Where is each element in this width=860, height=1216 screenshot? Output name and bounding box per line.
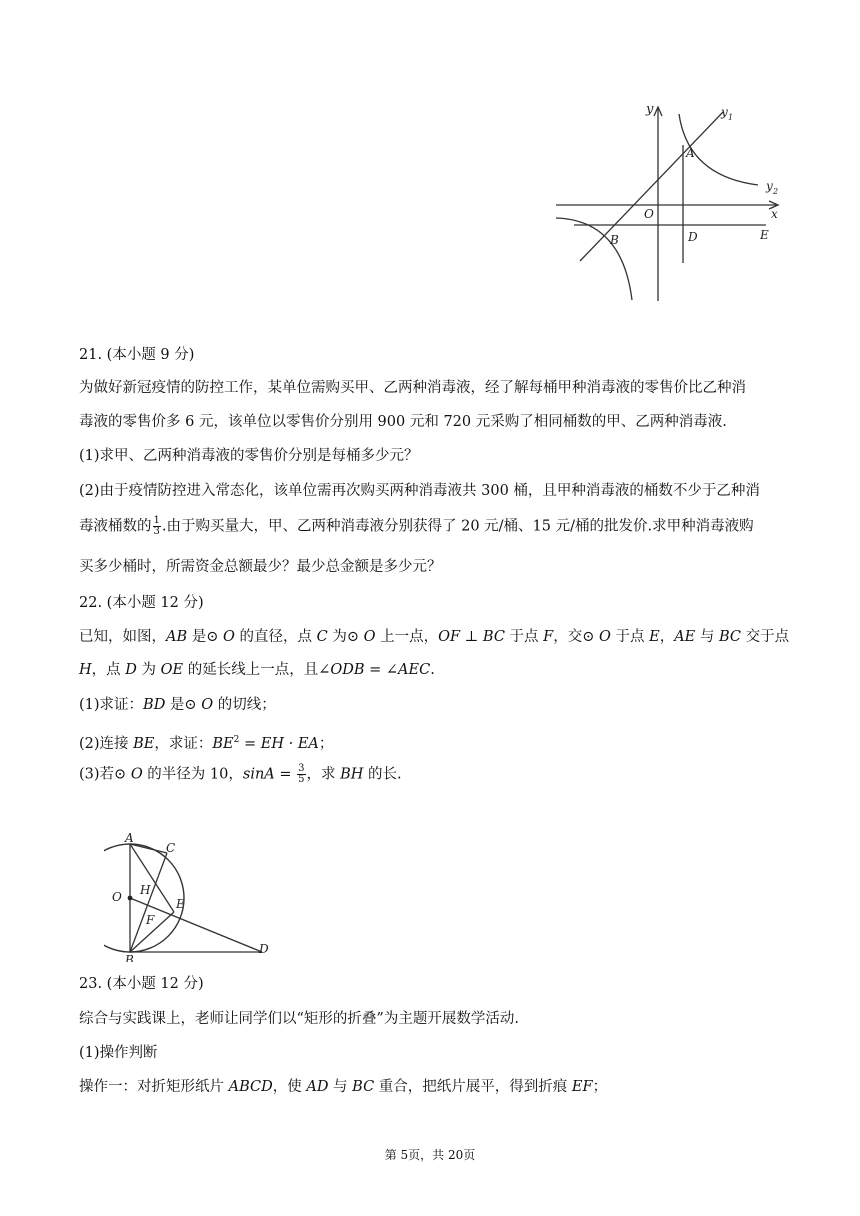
math: AB [166,629,188,645]
q22-part-2 [79,730,781,754]
q21-part-2-text-a: 毒液桶数的 [79,518,152,535]
q22-part-3 [79,764,781,785]
q21-part-2-line-3: 买多少桶时，所需资金总额最少？最少总金额是多少元？ [79,559,442,575]
q21-part-2-text-b: .由于购买量大，甲、乙两种消毒液分别获得了 20 元/桶、15 元/桶的批发价.求甲种消毒液购 [161,518,754,535]
text: 交于点 [741,629,790,645]
label-y2: y [766,179,773,193]
text: (3)若⊙ [79,766,131,783]
label-x: x [771,207,778,221]
center-point-o [128,896,133,901]
math: C [316,629,328,645]
label-b: B [125,953,134,962]
math: BH [340,766,364,783]
math: H [79,662,92,678]
math: sinA = [242,766,297,783]
text: ，求 [306,766,341,783]
math: ABCD [228,1079,273,1095]
label-h: H [140,883,151,897]
text: 已知，如图， [79,629,166,645]
label-f: F [146,913,155,927]
circle-geometry-svg [104,832,280,962]
text: 是⊙ [187,629,224,645]
math: D [125,662,137,678]
text: 的半径为 10， [142,766,243,783]
label-a: A [686,146,695,160]
text: ， [659,629,675,645]
text: 的长. [363,766,402,783]
label-y: y [646,102,654,117]
text: . [430,662,435,678]
text: 为 [136,662,161,678]
text: ； [592,1079,608,1095]
text: 于点 [504,629,544,645]
math: BC [352,1079,375,1095]
figure-function-graph [550,98,790,308]
text: 的延长线上一点，且 [183,662,319,678]
math: BE [133,735,155,752]
text: 操作一：对折矩形纸片 [79,1079,229,1095]
segment-cb [130,853,167,952]
text: 与 [695,629,719,645]
math: O [598,629,611,645]
figure-circle-geometry [104,832,280,962]
label-d: D [688,230,698,244]
function-graph-svg [550,98,790,308]
q21-intro-line-1: 为做好新冠疫情的防控工作，某单位需购买甲、乙两种消毒液，经了解每桶甲种消毒液的零售价比乙种消 [79,380,746,396]
math: AD [306,1079,329,1095]
fraction-one-third [153,516,161,537]
text: ； [318,735,334,752]
q21-part-2-line-1: (2)由于疫情防控进入常态化，该单位需再次购买两种消毒液共 300 桶，且甲种消毒液的桶数不少于乙种消 [79,483,760,499]
q23-operation-1 [79,1077,781,1097]
label-y2-sub: 2 [773,187,779,196]
math: ∠ODB = ∠AEC [318,662,431,678]
q21-header: 21. (本小题 9 分) [79,347,195,363]
label-b: B [610,233,619,247]
text: 为⊙ [327,629,364,645]
hyperbola-branch-lower [556,218,632,300]
text: ，使 [272,1079,307,1095]
label-e: E [176,897,185,911]
label-o: O [644,207,654,221]
text: 上一点， [375,629,439,645]
math: = EH · EA [239,735,319,752]
math: OF ⊥ BC [438,629,505,645]
text: 于点 [610,629,650,645]
q22-part-1 [79,695,781,715]
math: BE [212,735,234,752]
math: O [363,629,376,645]
label-c: C [166,841,176,855]
q21-part-2-line-2 [79,516,781,537]
label-y1: y [721,105,728,119]
text: ，交⊙ [553,629,599,645]
q22-header: 22. (本小题 12 分) [79,595,204,611]
math: BC [718,629,741,645]
math: F [543,629,554,645]
fraction-numerator: 3 [298,763,305,774]
fraction-denominator: 3 [153,526,160,537]
q23-part-1: (1)操作判断 [79,1045,158,1061]
text: (2)连接 [79,735,134,752]
fraction-denominator: 5 [298,774,305,785]
math: O [223,629,235,645]
math: E [649,629,660,645]
text: 是⊙ [165,697,202,713]
fraction-numerator: 1 [153,515,160,526]
label-e: E [760,228,769,242]
fraction-three-fifths [297,764,305,785]
math: O [130,766,143,783]
label-d: D [259,942,269,956]
math: OE [160,662,184,678]
math: O [201,697,214,713]
text: 与 [328,1079,353,1095]
line-y1 [580,112,723,261]
q23-intro: 综合与实践课上，老师让同学们以“矩形的折叠”为主题开展数学活动. [79,1011,519,1027]
label-a: A [125,832,134,845]
text: 的直径，点 [234,629,317,645]
text: (1)求证： [79,697,144,713]
q22-line-1 [79,627,790,647]
text: 的切线； [213,697,276,713]
label-y1-sub: 1 [728,113,734,122]
page-footer: 第 5页，共 20页 [384,1148,476,1162]
text: ，点 [91,662,126,678]
math: BD [143,697,166,713]
text: 重合，把纸片展平，得到折痕 [374,1079,572,1095]
superscript: 2 [233,735,240,745]
q22-line-2 [79,660,781,680]
q21-intro-line-2: 毒液的零售价多 6 元，该单位以零售价分别用 900 元和 720 元采购了相同桶数的甲、乙两种消毒液. [79,414,727,430]
q23-header: 23. (本小题 12 分) [79,976,204,992]
math: AE [674,629,696,645]
math: EF [571,1079,593,1095]
q21-part-1: (1)求甲、乙两种消毒液的零售价分别是每桶多少元？ [79,448,419,464]
text: ，求证： [154,735,213,752]
label-o: O [112,890,122,904]
